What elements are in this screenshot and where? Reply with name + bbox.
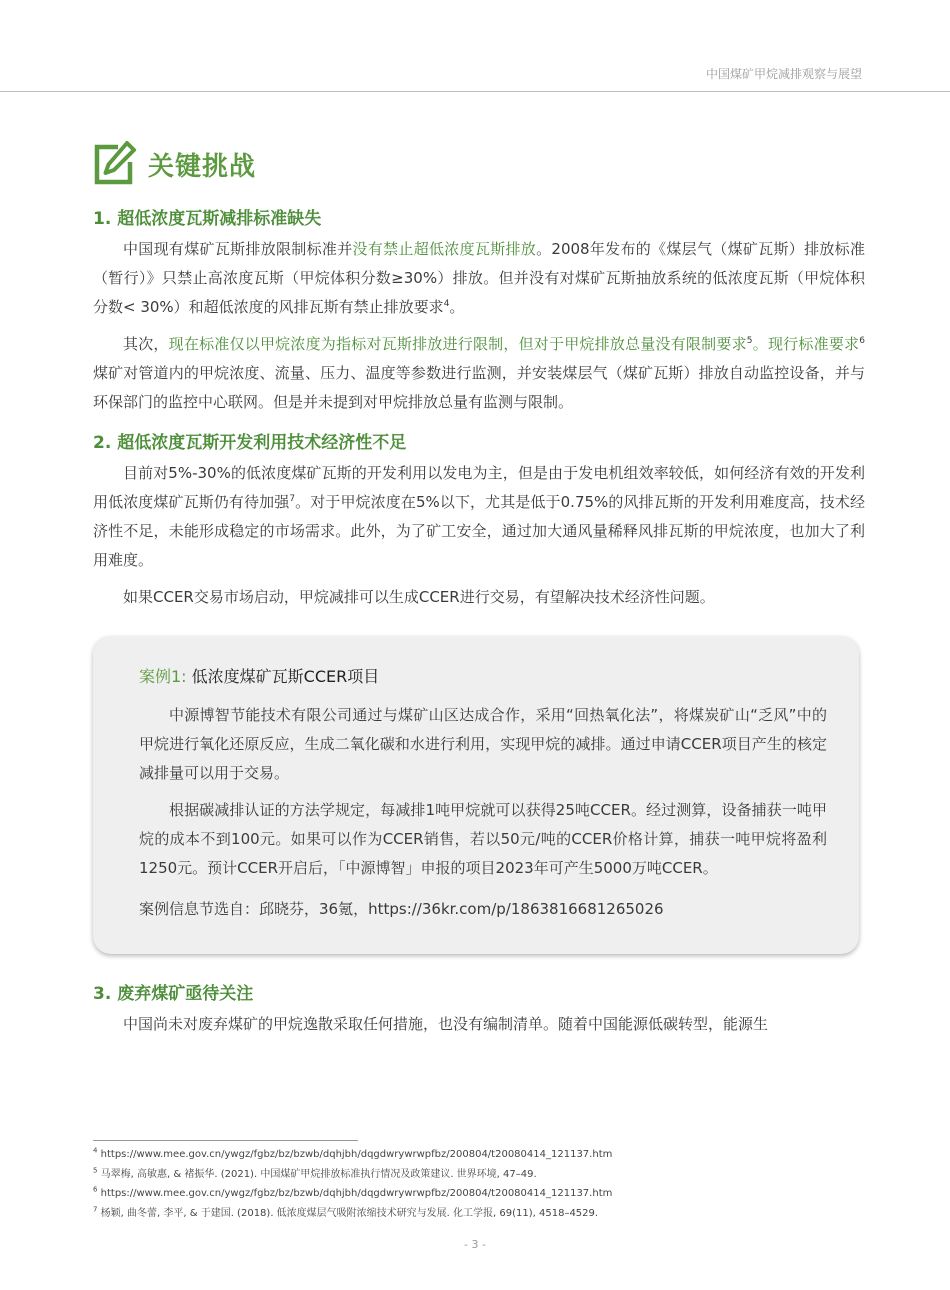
subsection-3-title: 3. 废弃煤矿亟待关注 (93, 984, 254, 1004)
case-paragraph: 中源博智节能技术有限公司通过与煤矿山区达成合作，采用“回热氧化法”，将煤炭矿山“乏风”中的甲烷进行氧化还原反应，生成二氧化碳和水进行利用，实现甲烷的减排。通过申请CCER项目产生的核定减排量可以用于交易。 (139, 706, 827, 782)
header-divider (0, 91, 950, 92)
footnote-ref: 6 (859, 336, 865, 346)
edit-icon (92, 141, 136, 187)
running-header-title: 中国煤矿甲烷减排观察与展望 (705, 67, 862, 81)
paragraph: 其次，现在标准仅以甲烷浓度为指标对瓦斯排放进行限制，但对于甲烷排放总量没有限制要求$^5$。现行标准要求$^6$煤矿对管道内的甲烷浓度、流量、压力、温度等参数进行监测，并安装煤层气（煤矿瓦斯）排放自动监控设备，并与环保部门的监控中心联网。但是并未提到对甲烷排放总量有监测与限制。 (93, 335, 865, 411)
subsection-2-title: 2. 超低浓度瓦斯开发利用技术经济性不足 (93, 433, 407, 453)
footnote-ref: 5 (746, 336, 753, 346)
paragraph: 中国尚未对废弃煤矿的甲烷逸散采取任何措施，也没有编制清单。随着中国能源低碳转型，能源生 (123, 1015, 769, 1033)
case-paragraph: 根据碳减排认证的方法学规定，每减排1吨甲烷就可以获得25吨CCER。经过测算，设备捕获一吨甲烷的成本不到100元。如果可以作为CCER销售，若以50元/吨的CCER价格计算，捕获一吨甲烷将盈利1250元。预计CCER开启后，「中源博智」申报的项目2023年可产生5000万吨CCER。 (139, 801, 827, 877)
footnote-ref: 7 (289, 494, 296, 504)
page-number: - 3 - (464, 1238, 486, 1251)
case-study-box (93, 636, 859, 954)
case-label: 案例1: (139, 667, 187, 686)
paragraph: 中国现有煤矿瓦斯排放限制标准并没有禁止超低浓度瓦斯排放。2008年发布的《煤层气（煤矿瓦斯）排放标准（暂行）》只禁止高浓度瓦斯（甲烷体积分数≥30%）排放。但并没有对煤矿瓦斯抽放系统的低浓度瓦斯（甲烷体积分数< 30%）和超低浓度的风排瓦斯有禁止排放要求$^4$。 (93, 240, 865, 316)
main-content (93, 205, 865, 1039)
footnote: $^7$ 杨颖, 曲冬蕾, 李平, & 于建国. (2018). 低浓度煤层气吸附浓缩技术研究与发展. 化工学报, 69(11), 4518–4529. (93, 1205, 599, 1219)
section-heading (92, 140, 256, 188)
paragraph: 如果CCER交易市场启动，甲烷减排可以生成CCER进行交易，有望解决技术经济性问题。 (123, 588, 715, 606)
highlight-text: 现在标准仅以甲烷浓度为指标对瓦斯排放进行限制，但对于甲烷排放总量没有限制要求 (168, 335, 747, 353)
highlight-text: 。现行标准要求 (752, 335, 860, 353)
subsection-1-title: 1. 超低浓度瓦斯减排标准缺失 (93, 209, 322, 229)
case-source: 案例信息节选自：邱晓芬，36氪，https://36kr.com/p/1863816681265026 (139, 900, 664, 918)
footnote: $^6$ https://www.mee.gov.cn/ywgz/fgbz/bz/bzwb/dqhjbh/dqgdwrywrwpfbz/200804/t20080414_121137.htm (93, 1185, 613, 1199)
footnotes (93, 1140, 865, 1223)
section-title: 关键挑战 (148, 151, 257, 182)
paragraph: 目前对5%-30%的低浓度煤矿瓦斯的开发利用以发电为主，但是由于发电机组效率较低，如何经济有效的开发利用低浓度煤矿瓦斯仍有待加强$^7$。对于甲烷浓度在5%以下，尤其是低于0.75%的风排瓦斯的开发利用难度高，技术经济性不足，未能形成稳定的市场需求。此外，为了矿工安全，通过加大通风量稀释风排瓦斯的甲烷浓度，也加大了利用难度。 (93, 464, 865, 569)
footnote-ref: 4 (443, 299, 450, 309)
footnote-divider (93, 1140, 358, 1141)
case-title: 案例1: 低浓度煤矿瓦斯CCER项目 (139, 667, 380, 686)
footnote: $^4$ https://www.mee.gov.cn/ywgz/fgbz/bz/bzwb/dqhjbh/dqgdwrywrwpfbz/200804/t20080414_121137.htm (93, 1146, 613, 1160)
footnote: $^5$ 马翠梅, 高敏惠, & 褚振华. (2021). 中国煤矿甲烷排放标准执行情况及政策建议. 世界环境, 47–49. (93, 1166, 537, 1180)
highlight-text: 没有禁止超低浓度瓦斯排放 (352, 240, 537, 258)
